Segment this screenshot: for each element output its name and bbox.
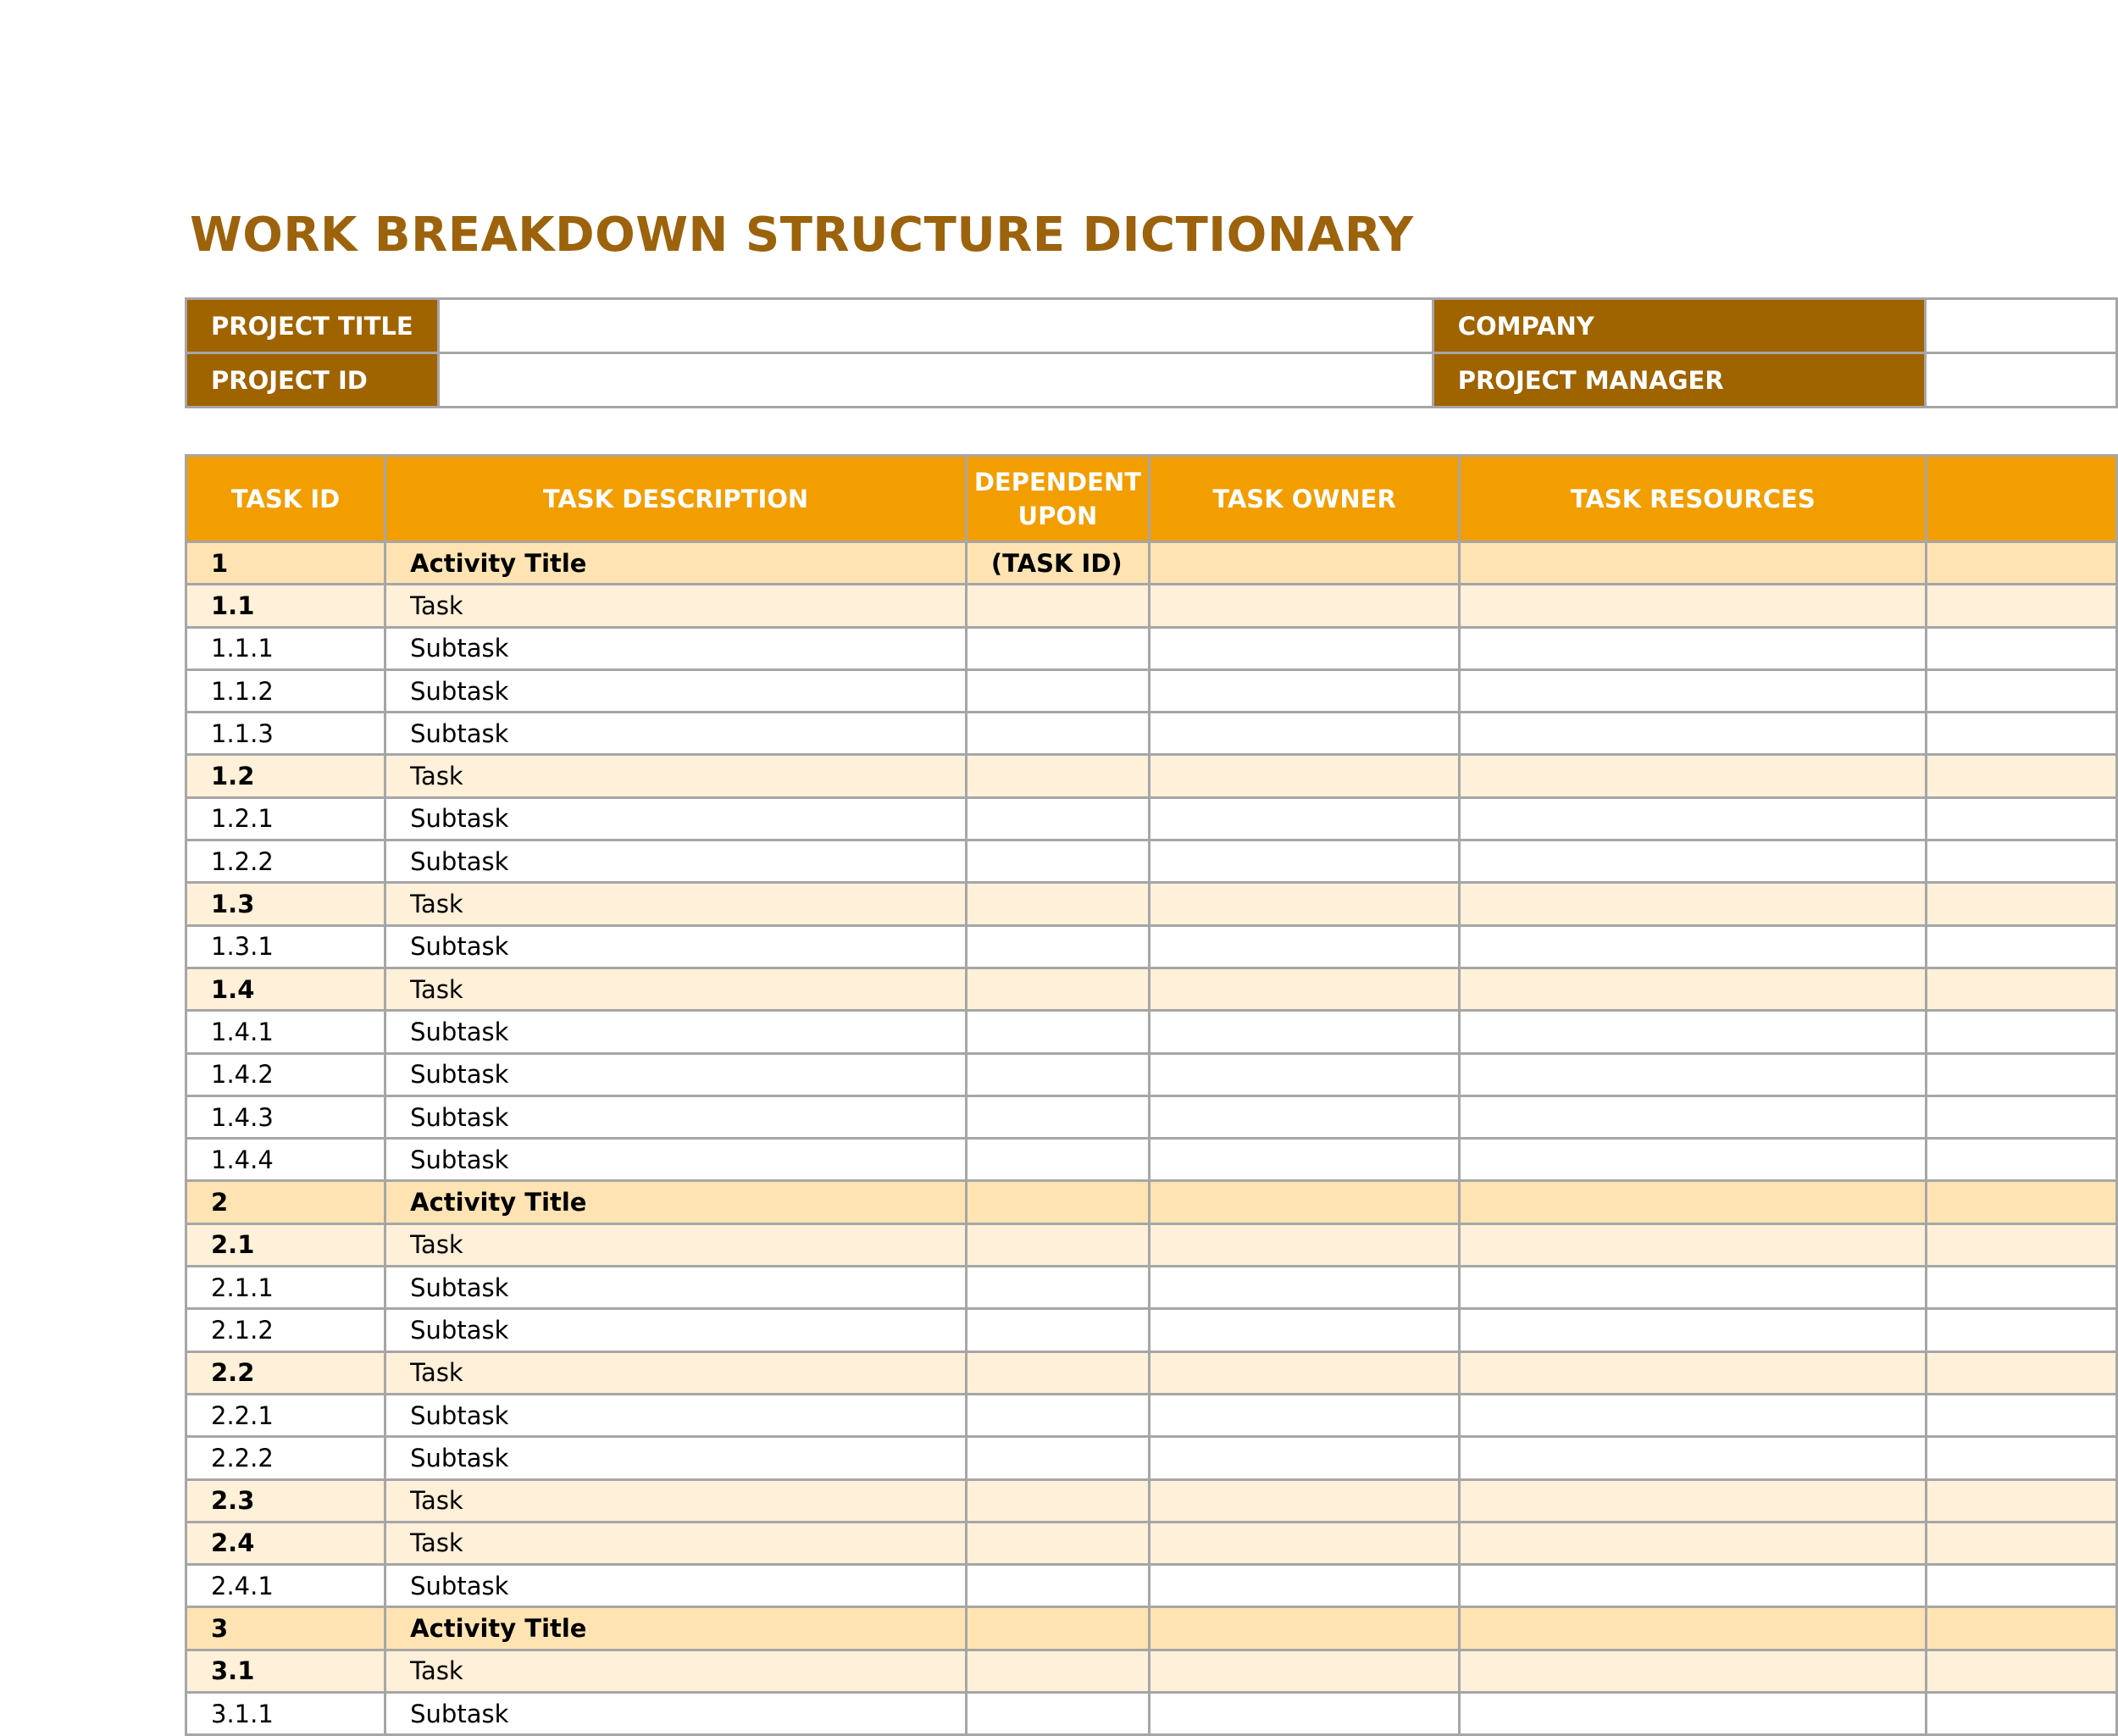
task-id-cell[interactable]: 2.1.1 bbox=[186, 1267, 385, 1309]
task-owner-cell[interactable] bbox=[1150, 925, 1460, 968]
task-resources-cell[interactable] bbox=[1460, 1309, 1927, 1351]
table-row bbox=[186, 797, 2117, 840]
task-resources-cell[interactable] bbox=[1460, 1522, 1927, 1564]
project-info-row bbox=[186, 353, 2117, 408]
extra-cell[interactable] bbox=[1927, 1351, 2117, 1394]
extra-cell[interactable] bbox=[1927, 713, 2117, 755]
column-header-task-description: TASK DESCRIPTION bbox=[385, 456, 967, 542]
task-description-cell[interactable]: Task bbox=[385, 755, 967, 797]
extra-cell[interactable] bbox=[1927, 1267, 2117, 1309]
extra-cell[interactable] bbox=[1927, 1693, 2117, 1735]
extra-cell[interactable] bbox=[1927, 1479, 2117, 1522]
dependent-upon-cell[interactable] bbox=[966, 925, 1149, 968]
task-description-cell[interactable]: Subtask bbox=[385, 1139, 967, 1181]
task-owner-cell[interactable] bbox=[1150, 797, 1460, 840]
task-resources-cell[interactable] bbox=[1460, 840, 1927, 883]
task-owner-cell[interactable] bbox=[1150, 1267, 1460, 1309]
task-owner-cell[interactable] bbox=[1150, 1181, 1460, 1223]
task-id-cell[interactable]: 2 bbox=[186, 1181, 385, 1223]
dependent-upon-cell[interactable] bbox=[966, 1437, 1149, 1479]
dependent-upon-cell[interactable] bbox=[966, 713, 1149, 755]
task-resources-cell[interactable] bbox=[1460, 713, 1927, 755]
task-resources-cell[interactable] bbox=[1460, 797, 1927, 840]
task-resources-cell[interactable] bbox=[1460, 925, 1927, 968]
table-row bbox=[186, 1565, 2117, 1607]
task-description-cell[interactable]: Activity Title bbox=[385, 1607, 967, 1650]
table-row bbox=[186, 1011, 2117, 1053]
task-resources-cell[interactable] bbox=[1460, 883, 1927, 925]
project-info-table bbox=[185, 297, 2118, 408]
task-description-cell[interactable]: Subtask bbox=[385, 669, 967, 712]
task-owner-cell[interactable] bbox=[1150, 1437, 1460, 1479]
task-id-cell[interactable]: 1.4.4 bbox=[186, 1139, 385, 1181]
project-id-label: PROJECT ID bbox=[186, 353, 439, 408]
table-row bbox=[186, 1394, 2117, 1436]
table-row bbox=[186, 755, 2117, 797]
task-table-body bbox=[186, 542, 2117, 1735]
task-id-cell[interactable]: 2.1.2 bbox=[186, 1309, 385, 1351]
dependent-upon-cell[interactable] bbox=[966, 797, 1149, 840]
task-description-cell[interactable]: Subtask bbox=[385, 797, 967, 840]
table-row bbox=[186, 1139, 2117, 1181]
column-header-task-id: TASK ID bbox=[186, 456, 385, 542]
task-id-cell[interactable]: 2.1 bbox=[186, 1223, 385, 1266]
dependent-upon-cell[interactable] bbox=[966, 1139, 1149, 1181]
table-row bbox=[186, 1095, 2117, 1138]
task-owner-cell[interactable] bbox=[1150, 1479, 1460, 1522]
task-owner-cell[interactable] bbox=[1150, 713, 1460, 755]
task-description-cell[interactable]: Subtask bbox=[385, 627, 967, 669]
extra-cell[interactable] bbox=[1927, 925, 2117, 968]
task-owner-cell[interactable] bbox=[1150, 585, 1460, 627]
task-id-cell[interactable]: 2.4.1 bbox=[186, 1565, 385, 1607]
dependent-upon-cell[interactable]: (TASK ID) bbox=[966, 542, 1149, 585]
dependent-upon-cell[interactable] bbox=[966, 1479, 1149, 1522]
task-id-cell[interactable]: 1.1.2 bbox=[186, 669, 385, 712]
task-id-cell[interactable]: 2.2.2 bbox=[186, 1437, 385, 1479]
table-row bbox=[186, 968, 2117, 1010]
task-resources-cell[interactable] bbox=[1460, 1267, 1927, 1309]
task-id-cell[interactable]: 3.1.1 bbox=[186, 1693, 385, 1735]
dependent-upon-cell[interactable] bbox=[966, 669, 1149, 712]
task-id-cell[interactable]: 1.3 bbox=[186, 883, 385, 925]
task-owner-cell[interactable] bbox=[1150, 627, 1460, 669]
task-id-cell[interactable]: 1.4.2 bbox=[186, 1053, 385, 1095]
extra-cell[interactable] bbox=[1927, 1565, 2117, 1607]
task-id-cell[interactable]: 2.2.1 bbox=[186, 1394, 385, 1436]
task-resources-cell[interactable] bbox=[1460, 1565, 1927, 1607]
task-owner-cell[interactable] bbox=[1150, 755, 1460, 797]
table-header-row bbox=[186, 456, 2117, 542]
task-description-cell[interactable]: Task bbox=[385, 1479, 967, 1522]
task-description-cell[interactable]: Task bbox=[385, 1650, 967, 1692]
table-row bbox=[186, 542, 2117, 585]
task-description-cell[interactable]: Subtask bbox=[385, 925, 967, 968]
task-id-cell[interactable]: 1.1.1 bbox=[186, 627, 385, 669]
extra-cell[interactable] bbox=[1927, 1181, 2117, 1223]
document-title: WORK BREAKDOWN STRUCTURE DICTIONARY bbox=[190, 208, 1414, 263]
project-title-field[interactable] bbox=[438, 299, 1433, 353]
extra-cell[interactable] bbox=[1927, 968, 2117, 1010]
task-owner-cell[interactable] bbox=[1150, 968, 1460, 1010]
task-id-cell[interactable]: 1.2 bbox=[186, 755, 385, 797]
dependent-upon-cell[interactable] bbox=[966, 1394, 1149, 1436]
table-row bbox=[186, 1479, 2117, 1522]
wbs-task-table bbox=[185, 454, 2118, 1736]
task-owner-cell[interactable] bbox=[1150, 1053, 1460, 1095]
task-description-cell[interactable]: Subtask bbox=[385, 1267, 967, 1309]
company-field[interactable] bbox=[1925, 299, 2116, 353]
dependent-upon-cell[interactable] bbox=[966, 1309, 1149, 1351]
column-header-dependent-upon: DEPENDENT UPON bbox=[966, 456, 1149, 542]
dependent-upon-cell[interactable] bbox=[966, 1693, 1149, 1735]
extra-cell[interactable] bbox=[1927, 1139, 2117, 1181]
task-description-cell[interactable]: Task bbox=[385, 585, 967, 627]
task-id-cell[interactable]: 3.1 bbox=[186, 1650, 385, 1692]
dependent-upon-cell[interactable] bbox=[966, 1223, 1149, 1266]
task-owner-cell[interactable] bbox=[1150, 1223, 1460, 1266]
task-owner-cell[interactable] bbox=[1150, 1394, 1460, 1436]
task-description-cell[interactable]: Subtask bbox=[385, 1565, 967, 1607]
task-owner-cell[interactable] bbox=[1150, 1309, 1460, 1351]
table-row bbox=[186, 1693, 2117, 1735]
task-resources-cell[interactable] bbox=[1460, 1650, 1927, 1692]
dependent-upon-cell[interactable] bbox=[966, 1522, 1149, 1564]
extra-cell[interactable] bbox=[1927, 883, 2117, 925]
task-resources-cell[interactable] bbox=[1460, 1437, 1927, 1479]
task-resources-cell[interactable] bbox=[1460, 1223, 1927, 1266]
task-id-cell[interactable]: 1.1 bbox=[186, 585, 385, 627]
project-manager-field[interactable] bbox=[1925, 353, 2116, 408]
task-resources-cell[interactable] bbox=[1460, 1139, 1927, 1181]
task-description-cell[interactable]: Activity Title bbox=[385, 542, 967, 585]
task-resources-cell[interactable] bbox=[1460, 1351, 1927, 1394]
dependent-upon-cell[interactable] bbox=[966, 1351, 1149, 1394]
extra-cell[interactable] bbox=[1927, 1650, 2117, 1692]
task-description-cell[interactable]: Activity Title bbox=[385, 1181, 967, 1223]
dependent-upon-cell[interactable] bbox=[966, 1011, 1149, 1053]
dependent-upon-cell[interactable] bbox=[966, 627, 1149, 669]
task-owner-cell[interactable] bbox=[1150, 1522, 1460, 1564]
extra-cell[interactable] bbox=[1927, 627, 2117, 669]
extra-cell[interactable] bbox=[1927, 840, 2117, 883]
task-description-cell[interactable]: Subtask bbox=[385, 840, 967, 883]
project-title-label: PROJECT TITLE bbox=[186, 299, 439, 353]
project-info-row bbox=[186, 299, 2117, 353]
table-row bbox=[186, 840, 2117, 883]
task-description-cell[interactable]: Subtask bbox=[385, 1437, 967, 1479]
task-description-cell[interactable]: Task bbox=[385, 1522, 967, 1564]
table-row bbox=[186, 1437, 2117, 1479]
task-owner-cell[interactable] bbox=[1150, 669, 1460, 712]
task-description-cell[interactable]: Subtask bbox=[385, 1011, 967, 1053]
dependent-upon-cell[interactable] bbox=[966, 755, 1149, 797]
dependent-upon-cell[interactable] bbox=[966, 1565, 1149, 1607]
task-resources-cell[interactable] bbox=[1460, 627, 1927, 669]
task-description-cell[interactable]: Task bbox=[385, 1223, 967, 1266]
task-resources-cell[interactable] bbox=[1460, 669, 1927, 712]
task-resources-cell[interactable] bbox=[1460, 1479, 1927, 1522]
company-label: COMPANY bbox=[1433, 299, 1925, 353]
table-row bbox=[186, 1650, 2117, 1692]
task-description-cell[interactable]: Task bbox=[385, 968, 967, 1010]
table-row bbox=[186, 1223, 2117, 1266]
column-header-extra bbox=[1927, 456, 2117, 542]
task-owner-cell[interactable] bbox=[1150, 1139, 1460, 1181]
task-id-cell[interactable]: 2.3 bbox=[186, 1479, 385, 1522]
extra-cell[interactable] bbox=[1927, 1053, 2117, 1095]
project-manager-label: PROJECT MANAGER bbox=[1433, 353, 1925, 408]
dependent-upon-cell[interactable] bbox=[966, 1267, 1149, 1309]
dependent-upon-cell[interactable] bbox=[966, 883, 1149, 925]
task-resources-cell[interactable] bbox=[1460, 1095, 1927, 1138]
dependent-upon-cell[interactable] bbox=[966, 585, 1149, 627]
task-id-cell[interactable]: 1.2.2 bbox=[186, 840, 385, 883]
dependent-upon-cell[interactable] bbox=[966, 1053, 1149, 1095]
task-description-cell[interactable]: Subtask bbox=[385, 1394, 967, 1436]
task-description-cell[interactable]: Subtask bbox=[385, 1095, 967, 1138]
extra-cell[interactable] bbox=[1927, 1223, 2117, 1266]
extra-cell[interactable] bbox=[1927, 1522, 2117, 1564]
task-id-cell[interactable]: 2.2 bbox=[186, 1351, 385, 1394]
task-description-cell[interactable]: Subtask bbox=[385, 1309, 967, 1351]
column-header-task-resources: TASK RESOURCES bbox=[1460, 456, 1927, 542]
task-id-cell[interactable]: 1.2.1 bbox=[186, 797, 385, 840]
task-resources-cell[interactable] bbox=[1460, 585, 1927, 627]
task-id-cell[interactable]: 1.1.3 bbox=[186, 713, 385, 755]
task-owner-cell[interactable] bbox=[1150, 1650, 1460, 1692]
table-row bbox=[186, 1053, 2117, 1095]
extra-cell[interactable] bbox=[1927, 1437, 2117, 1479]
task-resources-cell[interactable] bbox=[1460, 968, 1927, 1010]
task-id-cell[interactable]: 1.3.1 bbox=[186, 925, 385, 968]
dependent-upon-cell[interactable] bbox=[966, 1095, 1149, 1138]
table-row bbox=[186, 1309, 2117, 1351]
table-row bbox=[186, 669, 2117, 712]
table-row bbox=[186, 1522, 2117, 1564]
extra-cell[interactable] bbox=[1927, 1394, 2117, 1436]
task-resources-cell[interactable] bbox=[1460, 542, 1927, 585]
table-row bbox=[186, 1181, 2117, 1223]
extra-cell[interactable] bbox=[1927, 669, 2117, 712]
task-resources-cell[interactable] bbox=[1460, 1011, 1927, 1053]
task-resources-cell[interactable] bbox=[1460, 1181, 1927, 1223]
project-id-field[interactable] bbox=[438, 353, 1433, 408]
column-header-task-owner: TASK OWNER bbox=[1150, 456, 1460, 542]
task-description-cell[interactable]: Task bbox=[385, 883, 967, 925]
task-resources-cell[interactable] bbox=[1460, 1693, 1927, 1735]
extra-cell[interactable] bbox=[1927, 542, 2117, 585]
task-id-cell[interactable]: 1 bbox=[186, 542, 385, 585]
extra-cell[interactable] bbox=[1927, 1607, 2117, 1650]
task-owner-cell[interactable] bbox=[1150, 1607, 1460, 1650]
extra-cell[interactable] bbox=[1927, 1095, 2117, 1138]
task-owner-cell[interactable] bbox=[1150, 883, 1460, 925]
dependent-upon-cell[interactable] bbox=[966, 968, 1149, 1010]
task-description-cell[interactable]: Subtask bbox=[385, 713, 967, 755]
task-id-cell[interactable]: 2.4 bbox=[186, 1522, 385, 1564]
task-resources-cell[interactable] bbox=[1460, 1053, 1927, 1095]
task-id-cell[interactable]: 3 bbox=[186, 1607, 385, 1650]
table-row bbox=[186, 1267, 2117, 1309]
extra-cell[interactable] bbox=[1927, 755, 2117, 797]
task-owner-cell[interactable] bbox=[1150, 542, 1460, 585]
table-row bbox=[186, 627, 2117, 669]
task-owner-cell[interactable] bbox=[1150, 1565, 1460, 1607]
dependent-upon-cell[interactable] bbox=[966, 1181, 1149, 1223]
task-id-cell[interactable]: 1.4.3 bbox=[186, 1095, 385, 1138]
task-owner-cell[interactable] bbox=[1150, 1693, 1460, 1735]
dependent-upon-cell[interactable] bbox=[966, 1607, 1149, 1650]
task-description-cell[interactable]: Task bbox=[385, 1351, 967, 1394]
extra-cell[interactable] bbox=[1927, 1309, 2117, 1351]
dependent-upon-cell[interactable] bbox=[966, 840, 1149, 883]
task-id-cell[interactable]: 1.4 bbox=[186, 968, 385, 1010]
table-row bbox=[186, 1607, 2117, 1650]
task-description-cell[interactable]: Subtask bbox=[385, 1053, 967, 1095]
task-resources-cell[interactable] bbox=[1460, 755, 1927, 797]
task-id-cell[interactable]: 1.4.1 bbox=[186, 1011, 385, 1053]
task-owner-cell[interactable] bbox=[1150, 1011, 1460, 1053]
table-row bbox=[186, 925, 2117, 968]
task-description-cell[interactable]: Subtask bbox=[385, 1693, 967, 1735]
task-owner-cell[interactable] bbox=[1150, 1095, 1460, 1138]
task-owner-cell[interactable] bbox=[1150, 840, 1460, 883]
table-row bbox=[186, 585, 2117, 627]
extra-cell[interactable] bbox=[1927, 585, 2117, 627]
task-resources-cell[interactable] bbox=[1460, 1607, 1927, 1650]
table-row bbox=[186, 883, 2117, 925]
table-row bbox=[186, 1351, 2117, 1394]
task-resources-cell[interactable] bbox=[1460, 1394, 1927, 1436]
table-row bbox=[186, 713, 2117, 755]
extra-cell[interactable] bbox=[1927, 1011, 2117, 1053]
task-owner-cell[interactable] bbox=[1150, 1351, 1460, 1394]
dependent-upon-cell[interactable] bbox=[966, 1650, 1149, 1692]
extra-cell[interactable] bbox=[1927, 797, 2117, 840]
